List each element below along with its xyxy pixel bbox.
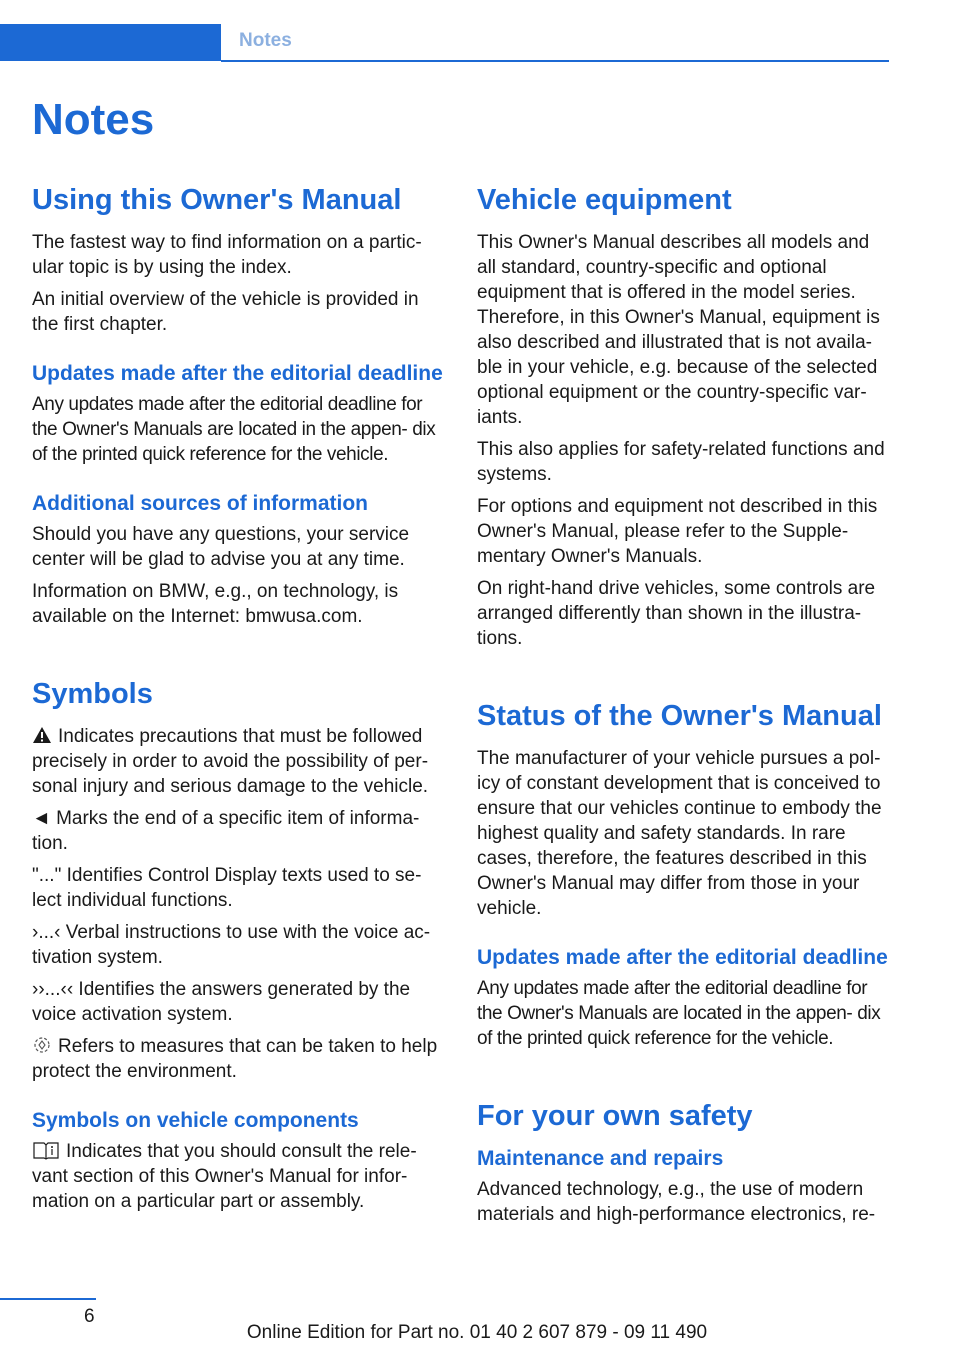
manual-book-icon	[32, 1140, 60, 1160]
subheading-vehicle-components: Symbols on vehicle components	[32, 1109, 359, 1132]
paragraph: Any updates made after the editorial deadline for the Owner's Manuals are located in the appen‐ dix of the printed quick reference for the vehicle.	[477, 978, 881, 1049]
header-section-label: Notes	[239, 30, 292, 51]
symbol-environment-paragraph	[32, 1034, 448, 1084]
symbol-display-texts: "..." Identifies Control Display texts used to se‐ lect individual functions.	[32, 865, 422, 911]
symbol-warning-text: Indicates precautions that must be followed precisely in order to avoid the possibility of per‐ sonal injury and serious damage to the vehicle.	[32, 726, 429, 797]
heading-status-manual: Status of the Owner's Manual	[477, 700, 882, 732]
heading-own-safety: For your own safety	[477, 1100, 753, 1132]
symbol-answers: ››...‹‹ Identifies the answers generated by the voice activation system.	[32, 979, 411, 1025]
symbol-verbal: ›...‹ Verbal instructions to use with the voice ac‐ tivation system.	[32, 922, 431, 968]
symbol-manual-text: Indicates that you should consult the rele‐ vant section of this Owner's Manual for infor‐ mation on a particular part or assembly.	[32, 1141, 417, 1212]
paragraph: Should you have any questions, your service center will be glad to advise you at any time.	[32, 524, 410, 570]
right-column	[477, 180, 893, 1234]
paragraph: On right-hand drive vehicles, some controls are arranged differently than shown in the illustra‐ tions.	[477, 578, 876, 649]
warning-triangle-icon	[32, 726, 52, 744]
paragraph: Information on BMW, e.g., on technology, is available on the Internet: bmwusa.com.	[32, 581, 399, 627]
heading-using-manual: Using this Owner's Manual	[32, 184, 402, 216]
footer-rule	[0, 1298, 96, 1300]
paragraph: This Owner's Manual describes all models and all standard, country-specific and optional equipment that is offered in the model series. Therefore, in this Owner's Manual, equipment is also described and illustrated that is not availa‐ ble in your vehicle, e.g. because of the selected optional equipment or the country-specific var‐ iants.	[477, 232, 880, 428]
footer-edition: Online Edition for Part no. 01 40 2 607 879 - 09 11 490	[246, 1322, 708, 1343]
paragraph: The manufacturer of your vehicle pursues a pol‐ icy of constant development that is conceived to ensure that our vehicles continue to embody the highest quality and safety standards. In rare cases, therefore, the features described in this Owner's Manual may differ from those in your vehicle.	[477, 748, 882, 919]
paragraph: An initial overview of the vehicle is provided in the first chapter.	[32, 289, 419, 335]
symbol-manual-paragraph	[32, 1139, 448, 1214]
header-accent-bar	[0, 24, 221, 61]
page-number: 6	[84, 1306, 95, 1327]
subheading-maintenance: Maintenance and repairs	[477, 1147, 724, 1170]
symbol-environment-text: Refers to measures that can be taken to help protect the environment.	[32, 1036, 438, 1082]
page-title: Notes	[32, 95, 155, 144]
symbol-end-mark: ◄ Marks the end of a specific item of informa‐ tion.	[32, 808, 420, 854]
paragraph: Any updates made after the editorial deadline for the Owner's Manuals are located in the appen‐ dix of the printed quick reference for the vehicle.	[32, 394, 436, 465]
paragraph: This also applies for safety-related functions and systems.	[477, 439, 885, 485]
symbol-warning-paragraph	[32, 724, 448, 799]
heading-symbols: Symbols	[32, 678, 153, 710]
paragraph: For options and equipment not described in this Owner's Manual, please refer to the Supple‐ mentary Owner's Manuals.	[477, 496, 878, 567]
paragraph: Advanced technology, e.g., the use of modern materials and high-performance electronics, re‐	[477, 1179, 876, 1225]
subheading-updates: Updates made after the editorial deadline	[477, 946, 888, 969]
environment-icon	[32, 1035, 52, 1055]
left-column	[32, 180, 448, 1221]
subheading-updates: Updates made after the editorial deadline	[32, 362, 443, 385]
header-rule	[221, 60, 889, 62]
heading-vehicle-equipment: Vehicle equipment	[477, 184, 732, 216]
paragraph: The fastest way to find information on a partic‐ ular topic is by using the index.	[32, 232, 422, 278]
subheading-additional-sources: Additional sources of information	[32, 492, 369, 515]
